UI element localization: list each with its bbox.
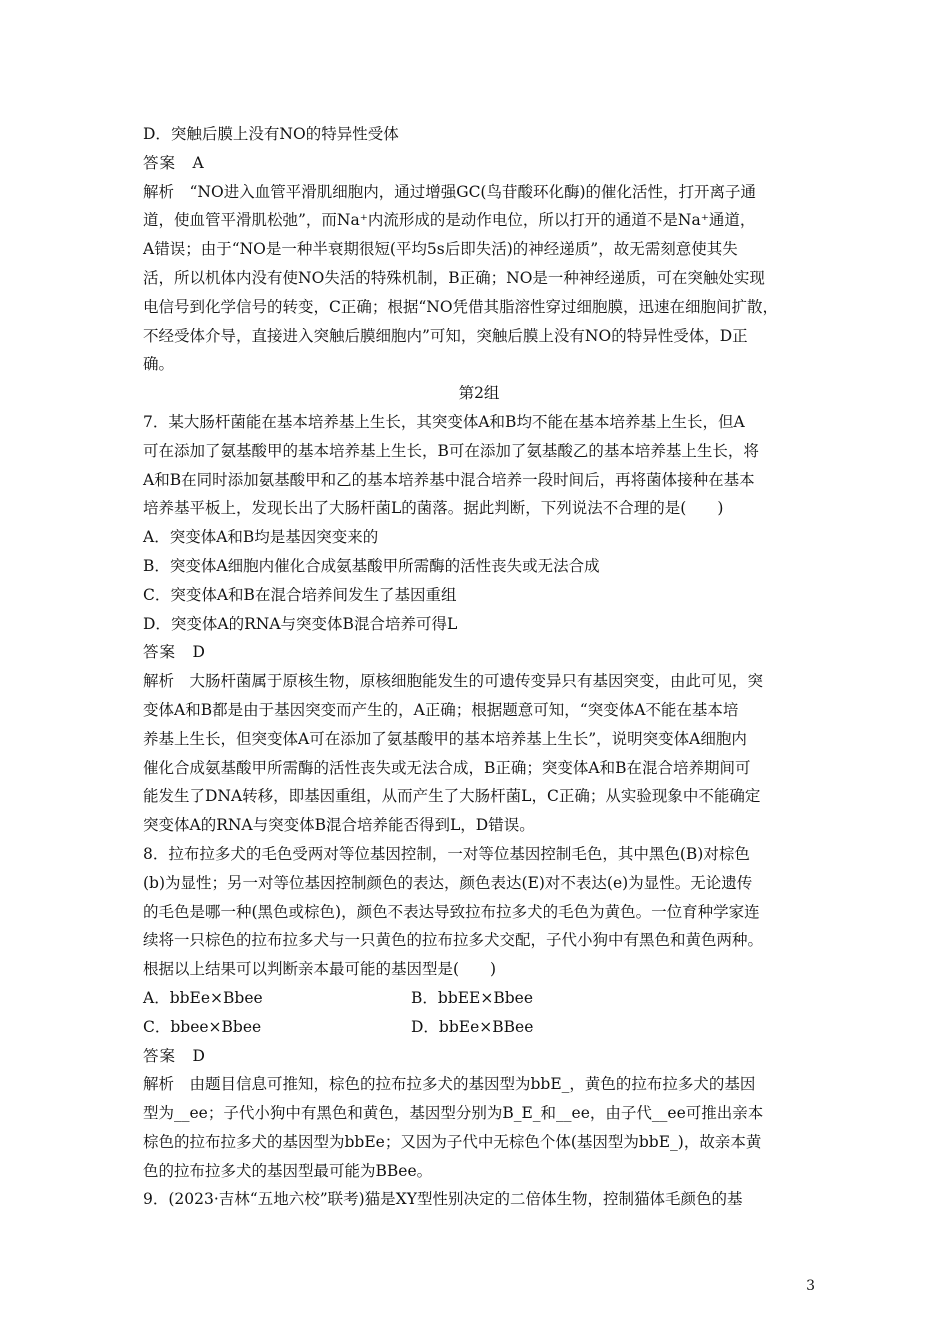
q7-option-d: D．突变体A的RNA与突变体B混合培养可得L xyxy=(143,614,458,633)
q7-analysis-line: 解析 大肠杆菌属于原核生物，原核细胞能发生的可遗传变异只有基因突变，由此可见，突 xyxy=(143,672,764,691)
q8-analysis-line: 型为__ee；子代小狗中有黑色和黄色，基因型分别为B_E_和__ee，由子代__ee可推出亲本 xyxy=(143,1104,764,1123)
q6-analysis-line: 解析 “NO进入血管平滑肌细胞内，通过增强GC(鸟苷酸环化酶)的催化活性，打开离子通 xyxy=(143,182,757,201)
q9-stem: 9．(2023·吉林“五地六校”联考)猫是XY型性别决定的二倍体生物，控制猫体毛颜色的基 xyxy=(143,1190,743,1209)
q8-analysis-line: 解析 由题目信息可推知，棕色的拉布拉多犬的基因型为bbE_，黄色的拉布拉多犬的基因 xyxy=(143,1075,756,1094)
q7-answer: 答案 D xyxy=(143,643,206,662)
q6-analysis-line: 不经受体介导，直接进入突触后膜细胞内”可知，突触后膜上没有NO的特异性受体，D正 xyxy=(143,326,748,345)
q7-analysis-line: 催化合成氨基酸甲所需酶的活性丧失或无法合成，B正确；突变体A和B在混合培养期间可 xyxy=(143,758,751,777)
q8-option-a: A．bbEe×Bbee xyxy=(143,988,263,1007)
q8-options xyxy=(143,984,815,1042)
q6-analysis xyxy=(143,178,815,380)
q6-analysis-line: 电信号到化学信号的转变，C正确；根据“NO凭借其脂溶性穿过细胞膜，迅速在细胞间扩散， xyxy=(143,297,779,316)
q8-analysis xyxy=(143,1070,815,1185)
q8-stem-line: 续将一只棕色的拉布拉多犬与一只黄色的拉布拉多犬交配，子代小狗中有黑色和黄色两种。 xyxy=(143,931,764,950)
q7-analysis-line: 突变体A的RNA与突变体B混合培养能否得到L，D错误。 xyxy=(143,816,535,835)
q6-analysis-line: 道，使血管平滑肌松弛”，而Na⁺内流形成的是动作电位，所以打开的通道不是Na⁺通道， xyxy=(143,211,756,230)
q7-option-a: A．突变体A和B均是基因突变来的 xyxy=(143,528,379,547)
q8-option-c: C．bbee×Bbee xyxy=(143,1017,262,1036)
q7-stem-line: 7．某大肠杆菌能在基本培养基上生长，其突变体A和B均不能在基本培养基上生长，但A xyxy=(143,412,745,431)
q6-option-d: D．突触后膜上没有NO的特异性受体 xyxy=(143,125,399,143)
q8-stem xyxy=(143,840,815,984)
q8-analysis-line: 色的拉布拉多犬的基因型最可能为BBee。 xyxy=(143,1161,433,1180)
q7-option-b: B．突变体A细胞内催化合成氨基酸甲所需酶的活性丧失或无法合成 xyxy=(143,556,600,575)
q8-stem-line: (b)为显性；另一对等位基因控制颜色的表达，颜色表达(E)对不表达(e)为显性。无论遗传 xyxy=(143,873,753,892)
q8-option-d: D．bbEe×BBee xyxy=(411,1017,534,1036)
q7-stem xyxy=(143,408,815,523)
q8-analysis-line: 棕色的拉布拉多犬的基因型为bbEe；又因为子代中无棕色个体(基因型为bbE_)，故亲本黄 xyxy=(143,1132,762,1151)
q6-analysis-line: A错误；由于“NO是一种半衰期很短(平均5s后即失活)的神经递质”，故无需刻意使其失 xyxy=(143,240,738,259)
q6-answer: 答案 A xyxy=(143,153,205,172)
q7-stem-line: 培养基平板上，发现长出了大肠杆菌L的菌落。据此判断，下列说法不合理的是( ) xyxy=(143,499,724,518)
q8-stem-line: 的毛色是哪一种(黑色或棕色)，颜色不表达导致拉布拉多犬的毛色为黄色。一位育种学家连 xyxy=(143,902,760,921)
q7-analysis-line: 能发生了DNA转移，即基因重组，从而产生了大肠杆菌L，C正确；从实验现象中不能确定 xyxy=(143,787,761,806)
group-title: 第2组 xyxy=(458,384,500,403)
page-content xyxy=(143,120,815,1214)
q7-stem-line: A和B在同时添加氨基酸甲和乙的基本培养基中混合培养一段时间后，再将菌体接种在基本 xyxy=(143,470,755,489)
q8-stem-line: 8．拉布拉多犬的毛色受两对等位基因控制，一对等位基因控制毛色，其中黑色(B)对棕色 xyxy=(143,844,750,863)
q6-analysis-line: 活，所以机体内没有使NO失活的特殊机制，B正确；NO是一种神经递质，可在突触处实现 xyxy=(143,268,765,287)
q6-analysis-line: 确。 xyxy=(143,355,175,374)
page-number: 3 xyxy=(806,1278,815,1294)
q8-options-row xyxy=(143,984,815,1013)
q7-analysis-line: 变体A和B都是由于基因突变而产生的，A正确；根据题意可知，“突变体A不能在基本培 xyxy=(143,700,739,719)
q7-analysis-line: 养基上生长，但突变体A可在添加了氨基酸甲的基本培养基上生长”，说明突变体A细胞内 xyxy=(143,729,747,748)
q8-answer: 答案 D xyxy=(143,1046,206,1065)
q7-analysis xyxy=(143,667,815,840)
q8-stem-line: 根据以上结果可以判断亲本最可能的基因型是( ) xyxy=(143,960,497,979)
q8-options-row xyxy=(143,1013,815,1042)
q7-option-c: C．突变体A和B在混合培养间发生了基因重组 xyxy=(143,585,457,604)
q7-stem-line: 可在添加了氨基酸甲的基本培养基上生长，B可在添加了氨基酸乙的基本培养基上生长，将 xyxy=(143,441,759,460)
q7-options xyxy=(143,523,815,638)
q8-option-b: B．bbEE×Bbee xyxy=(411,988,534,1007)
